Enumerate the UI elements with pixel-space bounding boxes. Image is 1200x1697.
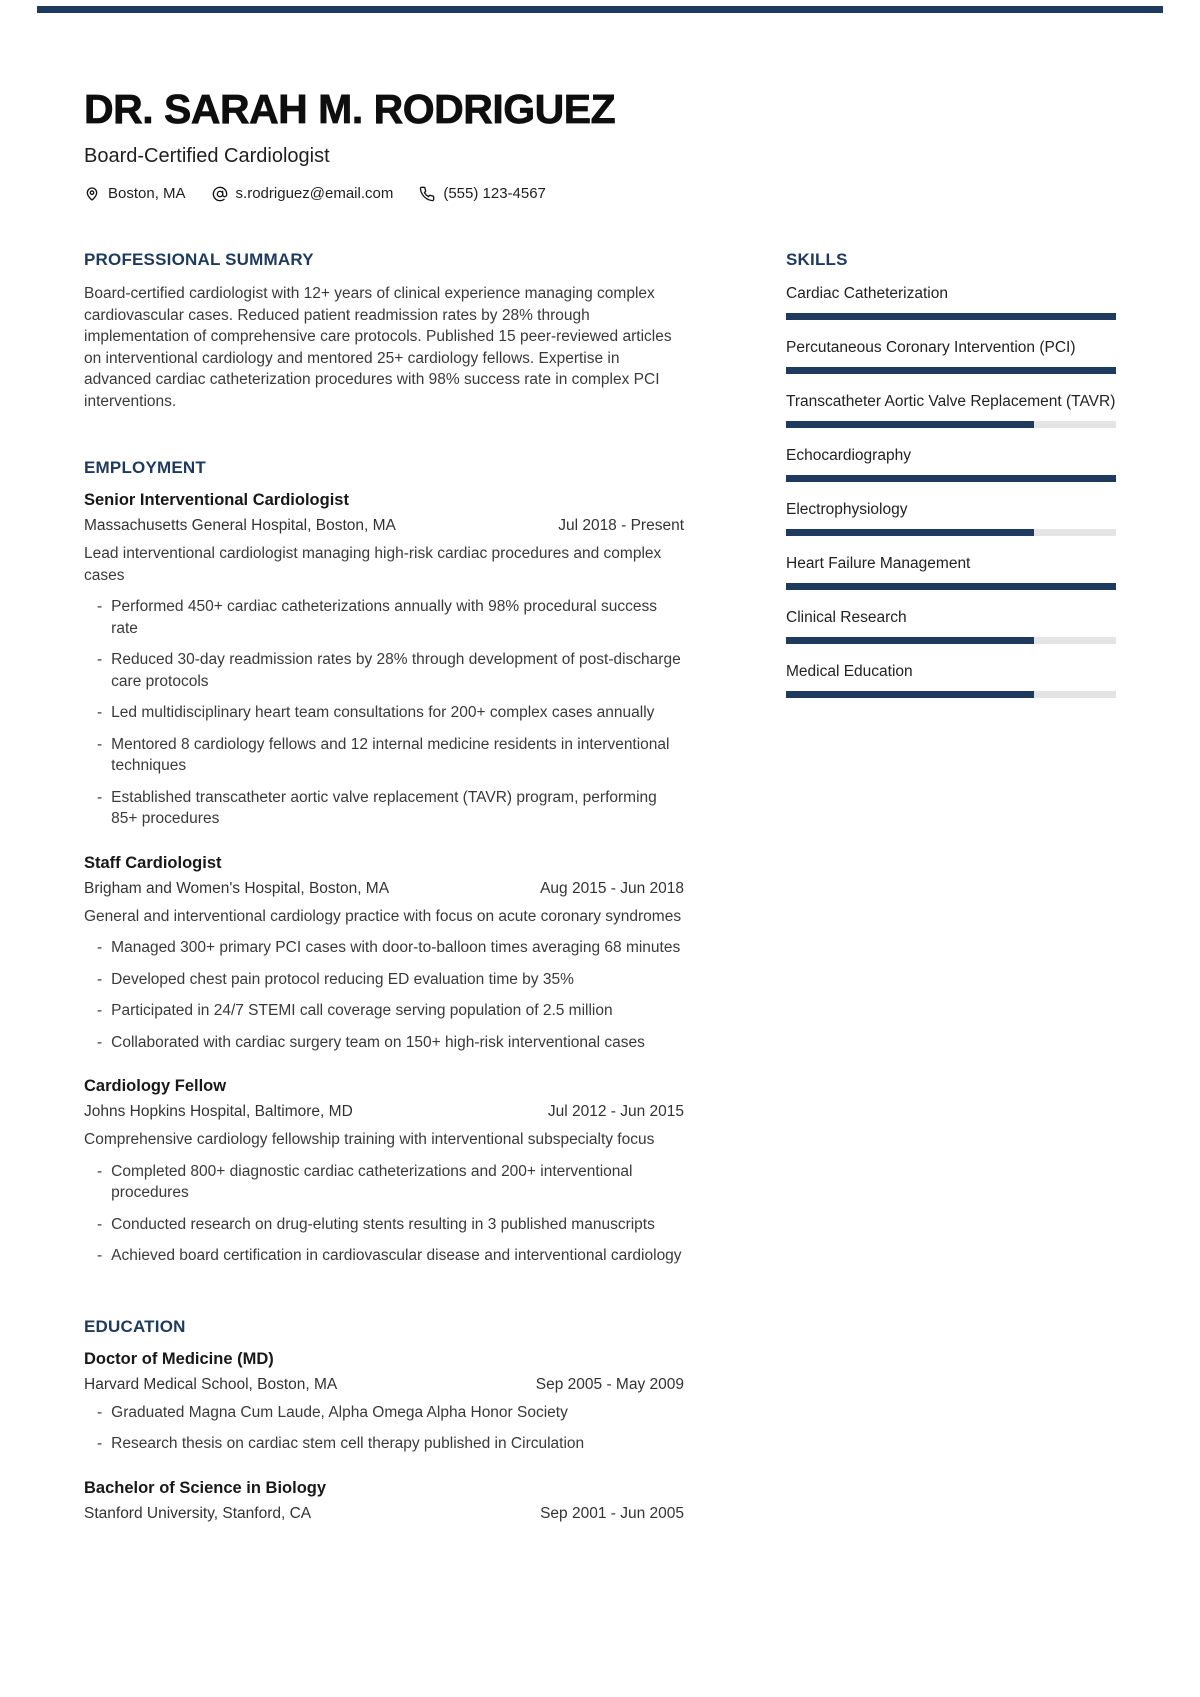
bullet-item	[84, 1245, 684, 1267]
job-bullets	[84, 1161, 684, 1267]
bullet-marker: -	[97, 598, 103, 616]
skill-bar-fill	[786, 475, 1116, 482]
bullet-marker: -	[97, 1215, 103, 1233]
skill-item	[786, 661, 1116, 698]
job-dates: Jul 2018 - Present	[558, 517, 684, 535]
bullet-marker: -	[97, 651, 103, 669]
degree-list	[84, 1350, 684, 1523]
job-entry	[84, 854, 684, 1054]
bullet-text: Developed chest pain protocol reducing ED evaluation time by 35%	[111, 970, 574, 988]
bullet-item	[84, 969, 684, 991]
bullet-marker: -	[97, 1033, 103, 1051]
job-title: Staff Cardiologist	[84, 853, 222, 872]
skill-item	[786, 337, 1116, 374]
skill-name: Electrophysiology	[786, 501, 908, 519]
skill-name: Percutaneous Coronary Intervention (PCI)	[786, 339, 1076, 357]
skill-bar-track	[786, 583, 1116, 590]
bullet-marker: -	[97, 735, 103, 753]
bullet-text: Performed 450+ cardiac catheterizations annually with 98% procedural success rate	[111, 598, 657, 637]
skill-bar-fill	[786, 529, 1034, 536]
bullet-marker: -	[97, 1403, 103, 1421]
bullet-item	[84, 1000, 684, 1022]
skill-bar-fill	[786, 637, 1034, 644]
skill-bar-track	[786, 313, 1116, 320]
bullet-item	[84, 734, 684, 777]
bullet-item	[84, 1433, 684, 1455]
degree-entry	[84, 1479, 684, 1523]
job-meta-row	[84, 517, 684, 535]
contact-phone-text: (555) 123-4567	[443, 185, 546, 203]
skill-name: Medical Education	[786, 663, 913, 681]
skill-bar-fill	[786, 583, 1116, 590]
bullet-item	[84, 1032, 684, 1054]
summary-section	[84, 250, 684, 412]
bullet-marker: -	[97, 1247, 103, 1265]
job-title: Cardiology Fellow	[84, 1077, 227, 1096]
contact-email	[212, 185, 394, 202]
at-sign-icon	[212, 186, 228, 202]
skill-bar-fill	[786, 367, 1116, 374]
degree-title: Bachelor of Science in Biology	[84, 1478, 327, 1497]
person-job-title: Board-Certified Cardiologist	[84, 145, 330, 168]
job-dates: Jul 2012 - Jun 2015	[547, 1103, 684, 1121]
degree-school: Harvard Medical School, Boston, MA	[84, 1375, 338, 1393]
skill-name: Cardiac Catheterization	[786, 285, 948, 303]
skill-bar-fill	[786, 691, 1034, 698]
job-bullets	[84, 596, 684, 830]
job-title: Senior Interventional Cardiologist	[84, 491, 349, 510]
content-columns	[84, 250, 1116, 1547]
skills-heading: SKILLS	[786, 250, 848, 270]
job-bullets	[84, 937, 684, 1053]
job-description: General and interventional cardiology practice with focus on acute coronary syndromes	[84, 907, 682, 925]
skill-item	[786, 499, 1116, 536]
resume-header	[84, 86, 1116, 202]
bullet-marker: -	[97, 1435, 103, 1453]
bullet-text: Managed 300+ primary PCI cases with door-to-balloon times averaging 68 minutes	[111, 939, 681, 957]
bullet-item	[84, 702, 684, 724]
job-entry	[84, 491, 684, 830]
bullet-text: Completed 800+ diagnostic cardiac catheterizations and 200+ interventional procedures	[111, 1162, 633, 1202]
location-pin-icon	[84, 186, 100, 202]
bullet-marker: -	[97, 1002, 103, 1020]
degree-dates: Sep 2005 - May 2009	[535, 1375, 684, 1393]
job-meta-row	[84, 1103, 684, 1121]
skill-bar-track	[786, 367, 1116, 374]
bullet-marker: -	[97, 704, 103, 722]
job-dates: Aug 2015 - Jun 2018	[540, 879, 684, 897]
skill-bar-track	[786, 529, 1116, 536]
contact-location-text: Boston, MA	[108, 185, 186, 203]
job-entry	[84, 1077, 684, 1267]
bullet-item	[84, 649, 684, 692]
person-name: DR. SARAH M. RODRIGUEZ	[84, 86, 616, 132]
contact-phone	[419, 185, 546, 202]
skill-bar-track	[786, 637, 1116, 644]
degree-dates: Sep 2001 - Jun 2005	[540, 1504, 684, 1522]
top-accent-bar	[37, 6, 1163, 13]
contact-row	[84, 185, 1116, 202]
bullet-text: Collaborated with cardiac surgery team on 150+ high-risk interventional cases	[111, 1033, 645, 1051]
skill-item	[786, 607, 1116, 644]
bullet-marker: -	[97, 788, 103, 806]
skill-name: Echocardiography	[786, 447, 911, 465]
bullet-item	[84, 1214, 684, 1236]
job-description: Lead interventional cardiologist managing high-risk cardiac procedures and complex cases	[84, 545, 662, 584]
education-section	[84, 1317, 684, 1523]
bullet-item	[84, 1402, 684, 1424]
sidebar-column	[786, 250, 1116, 1547]
job-company: Massachusetts General Hospital, Boston, MA	[84, 517, 396, 535]
bullet-item	[84, 937, 684, 959]
skill-bar-fill	[786, 421, 1034, 428]
bullet-item	[84, 787, 684, 830]
job-description: Comprehensive cardiology fellowship training with interventional subspecialty focus	[84, 1131, 655, 1149]
degree-school: Stanford University, Stanford, CA	[84, 1504, 312, 1522]
degree-meta-row	[84, 1505, 684, 1523]
skill-item	[786, 553, 1116, 590]
degree-title: Doctor of Medicine (MD)	[84, 1349, 274, 1368]
employment-heading: EMPLOYMENT	[84, 458, 206, 478]
skill-item	[786, 445, 1116, 482]
job-meta-row	[84, 880, 684, 898]
skill-item	[786, 283, 1116, 320]
job-company: Brigham and Women's Hospital, Boston, MA	[84, 879, 390, 897]
skill-bar-track	[786, 421, 1116, 428]
summary-text: Board-certified cardiologist with 12+ years of clinical experience managing complex cardiovascular cases. Reduced patient readmission rates by 28% through implementation of comprehensive care protocols. Published 15 peer-reviewed articles on interventional cardiology and mentored 25+ cardiology fellows. Expertise in advanced cardiac catheterization procedures with 98% success rate in complex PCI interventions.	[84, 285, 672, 410]
bullet-item	[84, 596, 684, 639]
job-list	[84, 491, 684, 1267]
bullet-text: Research thesis on cardiac stem cell therapy published in Circulation	[111, 1435, 585, 1453]
skill-bar-track	[786, 475, 1116, 482]
skill-list	[786, 283, 1116, 698]
phone-icon	[419, 186, 435, 202]
bullet-text: Achieved board certification in cardiovascular disease and interventional cardiology	[111, 1247, 682, 1265]
bullet-text: Conducted research on drug-eluting stents resulting in 3 published manuscripts	[111, 1215, 655, 1233]
bullet-text: Reduced 30-day readmission rates by 28% through development of post-discharge care protocols	[111, 651, 681, 690]
skill-item	[786, 391, 1116, 428]
bullet-text: Graduated Magna Cum Laude, Alpha Omega Alpha Honor Society	[111, 1403, 568, 1421]
contact-email-text: s.rodriguez@email.com	[235, 185, 394, 203]
skill-name: Heart Failure Management	[786, 555, 971, 573]
bullet-text: Led multidisciplinary heart team consultations for 200+ complex cases annually	[111, 704, 655, 722]
degree-bullets	[84, 1402, 684, 1455]
skill-bar-fill	[786, 313, 1116, 320]
bullet-marker: -	[97, 970, 103, 988]
education-heading: EDUCATION	[84, 1316, 186, 1336]
main-column	[84, 250, 684, 1547]
skill-name: Transcatheter Aortic Valve Replacement (TAVR)	[786, 393, 1116, 411]
degree-meta-row	[84, 1376, 684, 1394]
employment-section	[84, 458, 684, 1267]
summary-heading: PROFESSIONAL SUMMARY	[84, 250, 314, 270]
bullet-marker: -	[97, 939, 103, 957]
skill-bar-track	[786, 691, 1116, 698]
bullet-text: Established transcatheter aortic valve replacement (TAVR) program, performing 85+ procedures	[111, 788, 657, 828]
contact-location	[84, 185, 186, 202]
skill-name: Clinical Research	[786, 609, 907, 627]
bullet-text: Mentored 8 cardiology fellows and 12 internal medicine residents in interventional techniques	[111, 735, 670, 775]
degree-entry	[84, 1350, 684, 1455]
bullet-text: Participated in 24/7 STEMI call coverage serving population of 2.5 million	[111, 1002, 613, 1020]
bullet-item	[84, 1161, 684, 1204]
bullet-marker: -	[97, 1162, 103, 1180]
skills-section	[786, 250, 1116, 698]
job-company: Johns Hopkins Hospital, Baltimore, MD	[84, 1103, 353, 1121]
